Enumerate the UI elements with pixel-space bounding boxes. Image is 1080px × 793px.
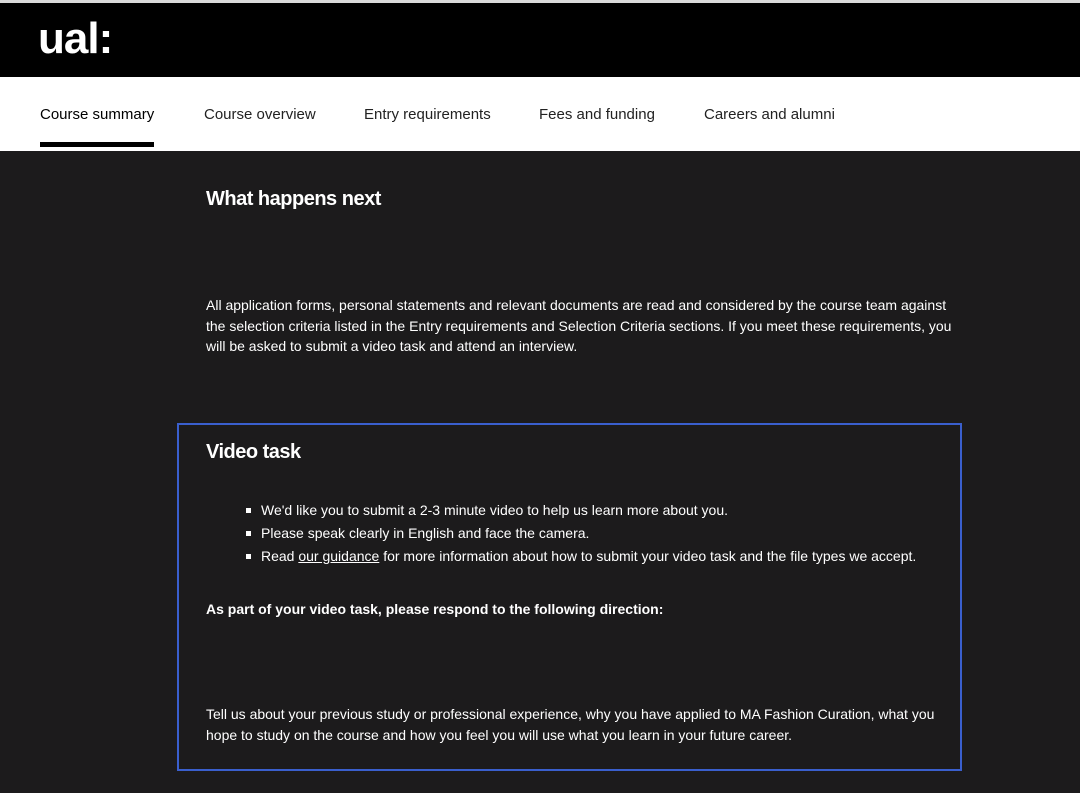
tab-fees-and-funding[interactable]: Fees and funding (539, 106, 655, 123)
list-item (246, 545, 936, 568)
bullet-text: We'd like you to submit a 2-3 minute video to help us learn more about you. (261, 502, 729, 518)
video-task-bullets (246, 499, 936, 568)
tab-careers-and-alumni[interactable]: Careers and alumni (704, 106, 835, 123)
guidance-suffix: for more information about how to submit your video task and the file types we accept. (379, 548, 917, 564)
list-item (246, 522, 936, 545)
bullet-text: Please speak clearly in English and face the camera. (261, 525, 590, 541)
video-task-heading: Video task (206, 441, 301, 463)
guidance-prefix: Read (261, 548, 299, 564)
application-info-paragraph: All application forms, personal statements and relevant documents are read and considered by the course team against the selection criteria listed in the Entry requirements and Selection Criteria sections. If you meet these requirements, you will be asked to submit a video task and attend an interview. (206, 297, 952, 354)
what-happens-next-heading: What happens next (206, 188, 381, 210)
active-tab-indicator (40, 142, 154, 147)
main-content (0, 151, 1080, 793)
tab-course-overview[interactable]: Course overview (204, 106, 316, 123)
tab-course-summary[interactable]: Course summary (40, 106, 155, 123)
ual-logo[interactable]: ual: (38, 14, 113, 63)
tab-entry-requirements[interactable]: Entry requirements (364, 106, 491, 123)
direction-label: As part of your video task, please respond to the following direction: (206, 601, 664, 617)
direction-text: Tell us about your previous study or professional experience, why you have applied to MA Fashion Curation, what you hope to study on the course and how you feel you will use what you learn in your future career. (206, 706, 935, 743)
list-item (246, 499, 936, 522)
course-nav (0, 77, 1080, 151)
our-guidance-link[interactable]: our guidance (298, 548, 380, 564)
site-header (0, 3, 1080, 77)
